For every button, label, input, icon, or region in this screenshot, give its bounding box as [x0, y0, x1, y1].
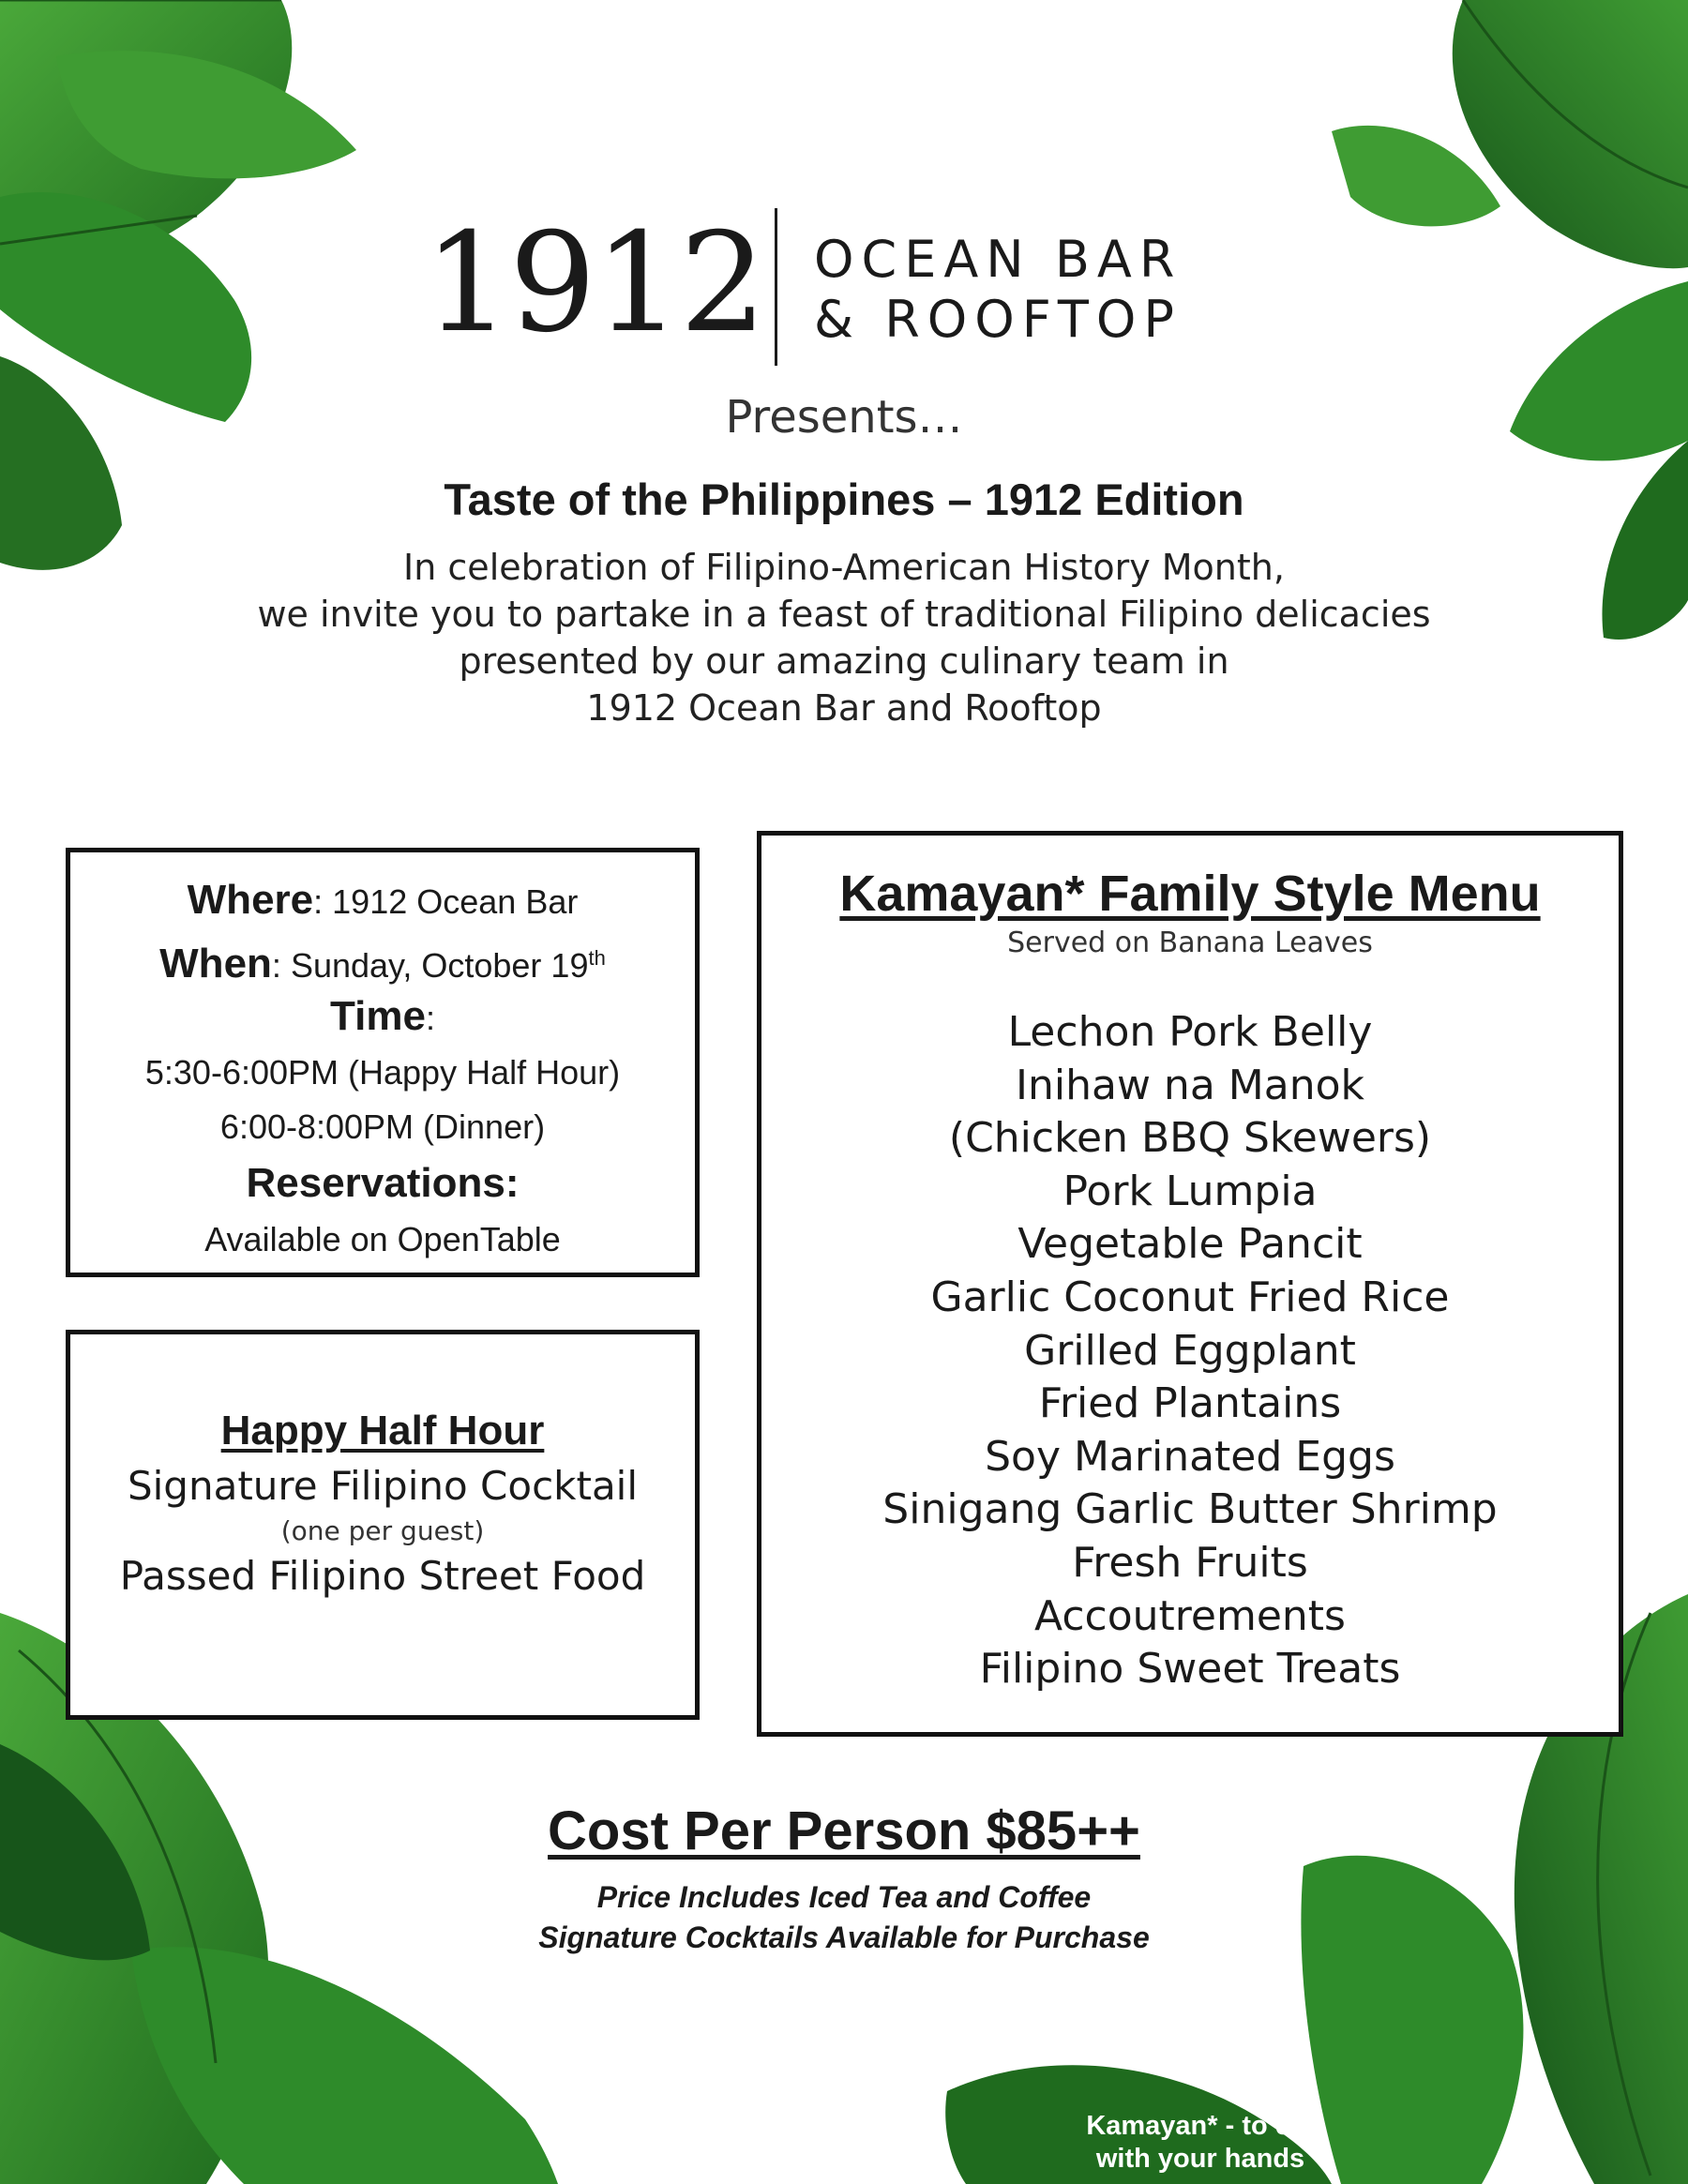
logo-divider — [775, 208, 777, 366]
intro-line: we invite you to partake in a feast of traditional Filipino delicacies — [257, 594, 1431, 635]
price-notes — [0, 1877, 1688, 1958]
logo-line-1: OCEAN BAR — [814, 230, 1183, 289]
menu-subtitle: Served on Banana Leaves — [1007, 926, 1373, 959]
footnote-line: Kamayan* - to eat — [1086, 2111, 1315, 2141]
menu-item: Garlic Coconut Fried Rice — [930, 1273, 1450, 1321]
reservations-label: Reservations: — [246, 1160, 520, 1206]
intro-line: In celebration of Filipino-American History Month, — [403, 547, 1285, 588]
where-value: 1912 Ocean Bar — [332, 882, 579, 921]
menu-item: Inihaw na Manok — [1016, 1061, 1364, 1109]
event-info-box — [66, 848, 700, 1277]
menu-title: Kamayan* Family Style Menu — [839, 866, 1541, 922]
menu-item: Sinigang Garlic Butter Shrimp — [882, 1485, 1498, 1534]
event-title: Taste of the Philippines – 1912 Edition — [444, 474, 1244, 524]
menu-list — [761, 1006, 1619, 1696]
intro-line: presented by our amazing culinary team in — [459, 640, 1229, 682]
cost-per-person: Cost Per Person $85++ — [548, 1800, 1140, 1861]
logo-number: 1912 — [424, 203, 765, 363]
presents-text: Presents… — [725, 391, 963, 444]
menu-item: Fresh Fruits — [1072, 1538, 1308, 1587]
where-label: Where — [187, 877, 314, 923]
menu-item: Fried Plantains — [1038, 1379, 1342, 1428]
happy-hour-box — [66, 1330, 700, 1720]
time-line: 6:00-8:00PM (Dinner) — [219, 1107, 546, 1146]
when-row: When: Sunday, October 19th — [159, 941, 606, 987]
menu-item: Pork Lumpia — [1063, 1167, 1318, 1215]
menu-item: Filipino Sweet Treats — [979, 1645, 1401, 1694]
footnote-line: with your hands — [1095, 2144, 1305, 2174]
price-note: Price Includes Iced Tea and Coffee — [596, 1880, 1092, 1914]
menu-item: Soy Marinated Eggs — [985, 1432, 1395, 1481]
time-label: Time — [330, 993, 426, 1039]
happy-hour-item: Passed Filipino Street Food — [119, 1553, 646, 1599]
menu-box — [757, 831, 1623, 1737]
menu-item: Lechon Pork Belly — [1007, 1008, 1373, 1056]
happy-hour-item: Signature Filipino Cocktail — [127, 1463, 639, 1509]
menu-item: (Chicken BBQ Skewers) — [948, 1114, 1432, 1163]
when-suffix: th — [588, 946, 606, 970]
menu-item: Accoutrements — [1034, 1591, 1346, 1640]
logo-line-2: & ROOFTOP — [814, 290, 1182, 349]
reservations-value: Available on OpenTable — [204, 1220, 561, 1258]
time-line: 5:30-6:00PM (Happy Half Hour) — [144, 1053, 621, 1092]
where-row: Where: 1912 Ocean Bar — [187, 877, 579, 923]
price-note: Signature Cocktails Available for Purchase — [538, 1920, 1150, 1954]
menu-item: Grilled Eggplant — [1024, 1326, 1356, 1375]
time-row: Time: — [330, 993, 435, 1039]
when-label: When — [159, 941, 272, 987]
happy-hour-note: (one per guest) — [280, 1515, 485, 1546]
when-value: Sunday, October 19 — [290, 946, 589, 985]
intro-paragraph — [0, 544, 1688, 731]
menu-item: Vegetable Pancit — [1017, 1220, 1363, 1269]
reservations-row — [70, 1154, 695, 1212]
intro-line: 1912 Ocean Bar and Rooftop — [586, 687, 1102, 729]
happy-hour-title: Happy Half Hour — [220, 1408, 545, 1453]
kamayan-footnote — [975, 2110, 1425, 2176]
